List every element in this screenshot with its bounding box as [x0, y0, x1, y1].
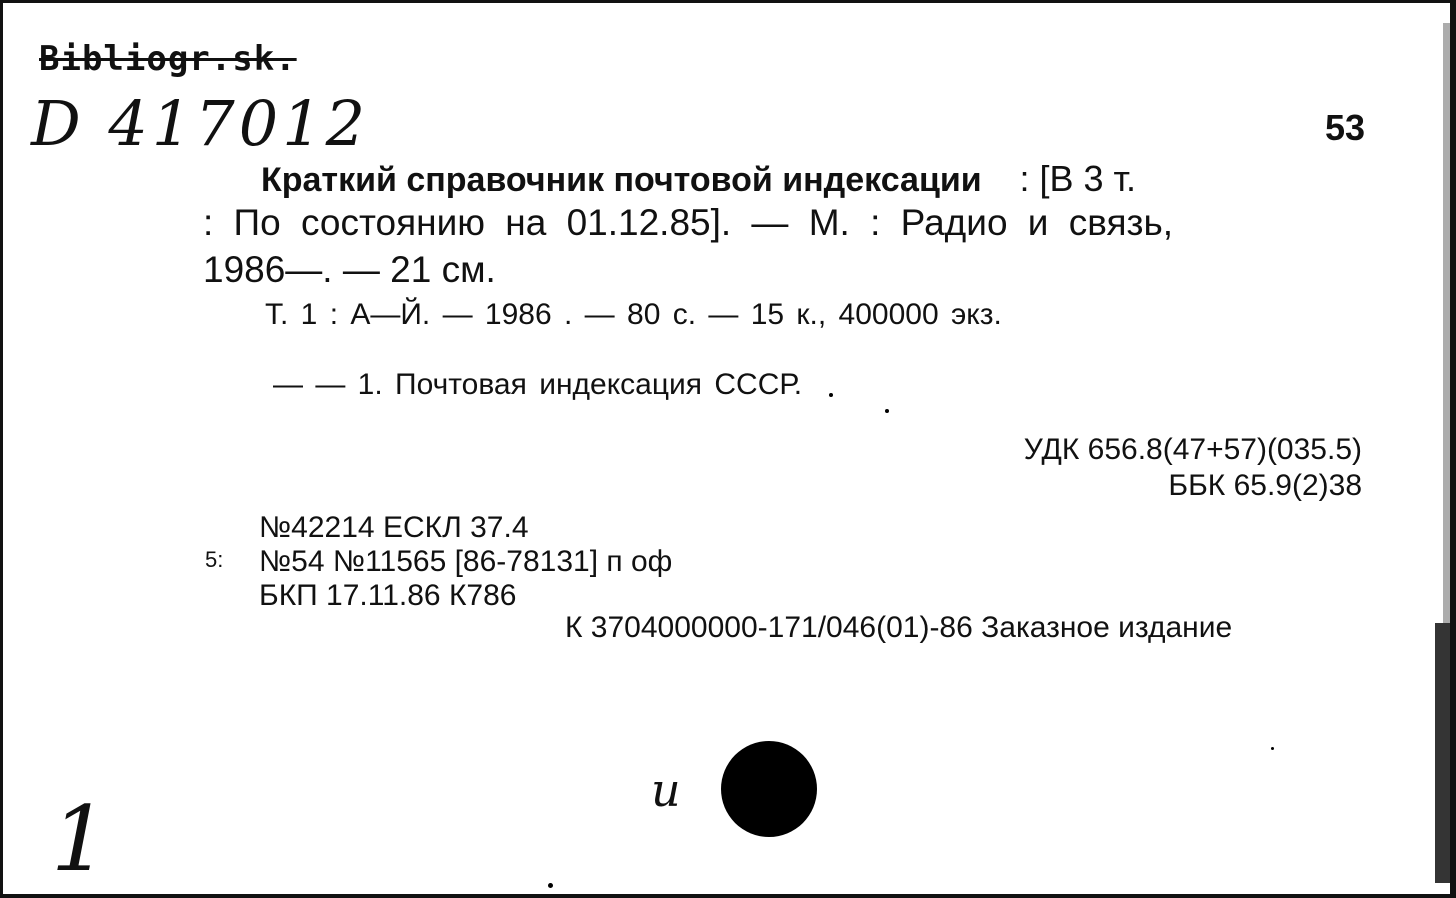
subject-heading: — — 1. Почтовая индексация СССР. — [273, 368, 803, 401]
speck — [548, 883, 553, 888]
book-title: Краткий справочник почтовой индексации — [261, 161, 982, 199]
udk-code: УДК 656.8(47+57)(035.5) — [1023, 433, 1362, 466]
handwritten-mark-near-dot: и — [651, 763, 681, 817]
speck — [885, 409, 889, 413]
print-info-line-4: К 3704000000-171/046(01)-86 Заказное издание — [565, 611, 1233, 644]
print-info-prefix: 5: — [205, 547, 224, 572]
card-edge-shadow — [1435, 623, 1451, 883]
imprint-line: : По состоянию на 01.12.85]. — М. : Радио и связь, — [203, 202, 1174, 243]
handwritten-number: 1 — [51, 787, 109, 892]
punched-hole-dot — [721, 741, 817, 837]
bbk-code: ББК 65.9(2)38 — [1168, 469, 1362, 502]
card-number: 53 — [1325, 107, 1366, 148]
library-stamp: Bibliogr.sk. — [39, 39, 297, 79]
print-info-line-3: БКП 17.11.86 К786 — [259, 579, 517, 612]
card-edge-shadow-upper — [1443, 23, 1451, 623]
volume-note: Т. 1 : А—Й. — 1986 . — 80 с. — 15 к., 400000 экз. — [265, 298, 1002, 331]
title-line — [261, 158, 1136, 200]
print-info-line-1: №42214 ЕСКЛ 37.4 — [259, 511, 529, 544]
speck — [1271, 747, 1274, 750]
speck — [829, 393, 833, 397]
physical-description: 1986—. — 21 см. — [203, 249, 496, 290]
print-info-line-2: №54 №11565 [86-78131] п оф — [259, 545, 673, 578]
handwritten-catalog-code: D 417012 — [31, 87, 370, 160]
title-continuation: : [В 3 т. — [1019, 158, 1136, 199]
